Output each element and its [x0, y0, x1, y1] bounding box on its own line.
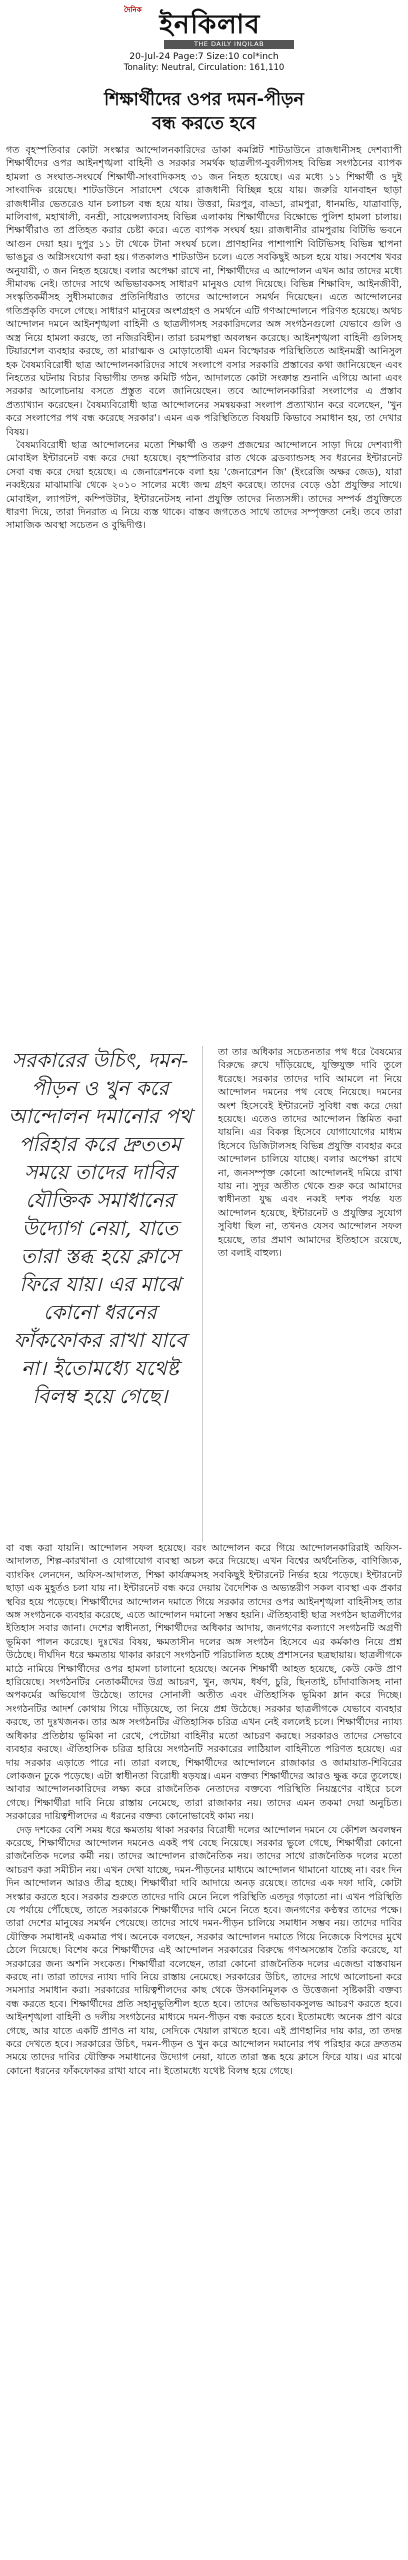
headline-line-2: বন্ধ করতে হবে [152, 114, 256, 134]
paragraph-4: দেড় দশকের বেশি সময় ধরে ক্ষমতায় থাকা সরকার বিরোধী দলের আন্দোলন দমনে যে কৌশল অবলম্বন করেছে, শিক্ষার্থীদের আন্দোলন দমনেও একই পথ বেছে নিয়েছে। সরকার ভুলে গেছে, শিক্ষার্থীরা কোনো রাজনৈতিক দলের কর্মী নয়। তাদের আন্দোলন রাজনৈতিক নয়। তাদের সাথে রাজনৈতিক দলের মতো আচরণ করা সমীচীন নয়। এখন দেখা যাচ্ছে, দমন-পীড়নের মাধ্যমে আন্দোলন থামানো যাচ্ছে না। বরং দিন দিন আন্দোলন আরও তীব্র হচ্ছে। শিক্ষার্থীরা দাবি আদায়ে অনড় রয়েছে। তাদের এক দফা দাবি, কোটা সংস্কার করতে হবে। সরকার শুরুতে তাদের দাবি মেনে নিলে পরিস্থিতি এতদূর গড়াতো না। এখন পরিস্থিতি যে পর্যায়ে পৌঁছেছে, তাতে সরকারকে শিক্ষার্থীদের দাবি মেনে নিতে হবে। জনগণের কণ্ঠস্বর তাদের পক্ষে। তারা দেশের মানুষের সমর্থন পেয়েছে। তাদের সাথে দমন-পীড়ন চালিয়ে সমাধান সম্ভব নয়। তাদের দাবির যৌক্তিক সমাধানই একমাত্র পথ। অনেকে বলছেন, সরকার আন্দোলন দমাতে গিয়ে নিজেকে বিপদের মুখে ঠেলে দিয়েছে। বিশেষ করে শিক্ষার্থীদের এই আন্দোলন সরকারের বিরুদ্ধে গণঅসন্তোষ তৈরি করেছে, যা সরকারের জন্য অশনি সংকেত। শিক্ষার্থীরা বলেছেন, তারা কোনো রাজনৈতিক দলের এজেন্ডা বাস্তবায়ন করছে না। তারা তাদের ন্যায্য দাবি নিয়ে রাস্তায় নেমেছে। সরকারের উচিৎ, তাদের সাথে আলোচনা করে সমস্যার সমাধান করা। সরকারের দায়িত্বশীলদের কাছ থেকে উসকানিমূলক ও উত্তেজনা সৃষ্টিকারী বক্তব্য বন্ধ করতে হবে। শিক্ষার্থীদের প্রতি সহানুভূতিশীল হতে হবে। তাদের অভিভাবকসুলভ আচরণ করতে হবে। আইনশৃঙ্খলা বাহিনী ও দলীয় সংগঠনের মাধ্যমে দমন-পীড়ন বন্ধ করতে হবে। ইতোমধ্যে অনেক প্রাণ ঝরে গেছে, আর যাতে একটি প্রাণও না যায়, সেদিকে খেয়াল রাখতে হবে। এই প্রাণহানির দায় কার, তা তদন্ত করে দেখতে হবে। সরকারের উচিৎ, দমন-পীড়ন ও খুন করে আন্দোলন দমানোর পথ পরিহার করে দ্রুততম সময়ে তাদের দাবির যৌক্তিক সমাধানের উদ্যোগ নেয়া, যাতে তারা স্তব্ধ হয়ে ক্লাসে ফিরে যায়। এর মাঝে কোনো ধরনের ফাঁকফোকর রাখা যাবে না। ইতোমধ্যে যথেষ্ট বিলম্ব হয়ে গেছে। [6, 1824, 402, 2077]
newspaper-clipping [6, 0, 402, 2560]
logo-subtitle: THE DAILY INQILAB [164, 40, 294, 49]
paragraph-2: বৈষম্যবিরোধী ছাত্র আন্দোলনের মতো শিক্ষার্থী ও তরুণ প্রজন্মের আন্দোলনে সাড়া দিয়ে দেশব্যাপী মোবাইল ইন্টারনেট বন্ধ করে দেয়া হয়েছে। বৃহস্পতিবার রাত থেকে ব্রডব্যান্ডসহ সব ধরনের ইন্টারনেট সেবা বন্ধ করে দেয়া হয়েছে। এ জেনারেশনকে বলা হয় 'জেনারেশন জি' (ইংরেজি অক্ষর জেড), যারা নব্বইয়ের মাঝামাঝি থেকে ২০১০ সালের মধ্যে জন্ম গ্রহণ করেছে। তাদের বেড়ে ওঠা প্রযুক্তির সাথে। মোবাইল, ল্যাপটপ, কম্পিউটার, ইন্টারনেটসহ নানা প্রযুক্তি তাদের নিত্যসঙ্গী। তাদের সম্পর্ক প্রযুক্তিতে ধারণা দিয়ে, তারা দিনরাত এ নিয়ে ব্যস্ত থাকে। বাস্তব জগতেও সাথে তাদের সম্পৃক্ততা নেই। তবে তারা সামাজিক অবস্থা সচেতন ও বুদ্ধিদীপ্ত। [6, 439, 402, 532]
article-continuation [6, 1542, 402, 2078]
clipping-meta-tonality: Tonality: Neutral, Circulation: 161,110 [123, 63, 285, 73]
article-headline [6, 88, 402, 136]
paragraph-right-column: তা তার অধিকার সচেতনতার পথ ধরে বৈষম্যের বিরুদ্ধে রুখে দাঁড়িয়েছে, যুক্তিযুক্ত দাবি তুলে ধরেছে। সরকার তাদের দাবি আমলে না নিয়ে আন্দোলন দমনের পথ বেছে নিয়েছে। দমনের অংশ হিসেবেই ইন্টারনেট সুবিধা বন্ধ করে দেয়া হয়েছে। এতেও তাদের আন্দোলন স্তিমিত করা যায়নি। এর বিকল্প হিসেবে যোগাযোগের মাধ্যম হিসেবে ডিজিটালসহ বিভিন্ন প্রযুক্তি ব্যবহার করে আন্দোলন চালিয়ে যাচ্ছে। বলার অপেক্ষা রাখে না, জনসম্পৃক্ত কোনো আন্দোলনই দমিয়ে রাখা যায় না। সুদূর অতীত থেকে শুরু করে আমাদের স্বাধীনতা যুদ্ধ এবং নব্বই দশক পর্যন্ত যত আন্দোলন হয়েছে, ইন্টারনেট ও প্রযুক্তির সুযোগ সুবিধা ছিল না, তখনও যেসব আন্দোলন সফল হয়েছে, তার প্রমাণ আমাদের ইতিহাসে রয়েছে, তা বলাই বাহুল্য। [218, 1047, 402, 1260]
column-divider [202, 1046, 203, 1542]
newspaper-logo [124, 2, 296, 48]
pull-quote: সরকারের উচিৎ, দমন-পীড়ন ও খুন করে আন্দোলন দমানোর পথ পরিহার করে দ্রুততম সময়ে তাদের দাবির যৌক্তিক সমাধানের উদ্যোগ নেয়া, যাতে তারা স্তব্ধ হয়ে ক্লাসে ফিরে যায়। এর মাঝে কোনো ধরনের ফাঁকফোকর রাখা যাবে না। ইতোমধ্যে যথেষ্ট বিলম্ব হয়ে গেছে। [8, 1048, 192, 1408]
paragraph-3: বা বন্ধ করা যায়নি। আন্দোলন সফল হয়েছে। বরং আন্দোলন করে গিয়ে আন্দোলনকারিরাই অফিস-আদালত, শিল্প-কারখানা ও যোগাযোগ ব্যবস্থা অচল করে দিয়েছে। এখন বিশ্বের অর্থনৈতিক, বাণিজ্যিক, ব্যাংকিং লেনদেন, অফিস-আদালত, শিক্ষা কার্যক্রমসহ সবকিছুই ইন্টারনেট নির্ভর হয়ে পড়েছে। ইন্টারনেট ছাড়া এক মুহূর্তও চলা যায় না। ইন্টারনেট বন্ধ করে দেয়ায় বৈদেশিক ও অভ্যন্তরীণ সকল ব্যবস্থা এক প্রকার স্থবির হয়ে পড়েছে। শিক্ষার্থীদের আন্দোলন দমাতে গিয়ে সরকার তাদের ওপর আইনশৃঙ্খলা বাহিনীসহ তার অঙ্গ সংগঠনকে ব্যবহার করেছে, এতে আন্দোলন দমানো সম্ভব হয়নি। ঐতিহ্যবাহী ছাত্র সংগঠন ছাত্রলীগের ইতিহাস সবার জানা। দেশের স্বাধীনতা, শিক্ষার্থীদের অধিকার আদায়, জনগণের কল্যাণে সংগঠনটি অগ্রণী ভূমিকা পালন করেছে। দুঃখের বিষয়, ক্ষমতাসীন দলের অঙ্গ সংগঠন হিসেবে এর কর্মকাণ্ড নিয়ে প্রশ্ন উঠেছে। দীর্ঘদিন ধরে ক্ষমতায় থাকার কারণে সংগঠনটি পরিচালিত হচ্ছে প্রশাসনের ছত্রছায়ায়। ছাত্রলীগকে মাঠে নামিয়ে শিক্ষার্থীদের ওপর হামলা চালানো হয়েছে। অনেক শিক্ষার্থী আহত হয়েছে, কেউ কেউ প্রাণ হারিয়েছে। সংগঠনটির নেতাকর্মীদের উগ্র আচরণ, খুন, জখম, ধর্ষণ, চুরি, ছিনতাই, চাঁদাবাজিসহ নানা অপকর্মের অভিযোগ উঠেছে। তাদের সোনালী অতীত এবং ঐতিহাসিক ভূমিকা ম্লান করে দিচ্ছে। সংগঠনটির আদর্শ কোথায় গিয়ে দাঁড়িয়েছে, তা নিয়ে প্রশ্ন উঠেছে। সরকার ছাত্রলীগকে যেভাবে ব্যবহার করছে, তা দুঃখজনক। তার অঙ্গ সংগঠনটির ঐতিহাসিক চরিত্র এখন নেই বললেই চলে। শিক্ষার্থীদের ন্যায্য অধিকার প্রতিষ্ঠায় ভূমিকা না রেখে, পেটোয়া বাহিনীর মতো আচরণ করছে। সরকারও তাদের সেভাবে ব্যবহার করছে। ঐতিহাসিক চরিত্র হারিয়ে সংগঠনটি সরকারের লাঠিয়াল বাহিনীতে পরিণত হয়েছে। এর দায় সরকার এড়াতে পারে না। তারা বলছে, শিক্ষার্থীদের আন্দোলনে রাজাকার ও জামায়াত-শিবিরের লোকজন ঢুকে পড়েছে। এটা স্বাধীনতা বিরোধী ষড়যন্ত্র। এমন বক্তব্য শিক্ষার্থীদের আরও ক্ষুব্ধ করে তুলেছে। আবার আন্দোলনকারিদের লক্ষ্য করে রাজনৈতিক নেতাদের বক্তব্যে পরিস্থিতি নিয়ন্ত্রণের বাইরে চলে গেছে। শিক্ষার্থীরা দাবি নিয়ে রাস্তায় নেমেছে, তারা রাজাকার নয়। তাদের এমন তকমা দেয়া অনুচিত। সরকারের দায়িত্বশীলদের এ ধরনের বক্তব্য কোনোভাবেই কাম্য নয়। [6, 1543, 402, 1823]
logo-small-text: দৈনিক [124, 6, 142, 14]
pull-quote-column [6, 1046, 194, 1410]
paragraph-1: গত বৃহস্পতিবার কোটা সংস্কার আন্দোলনকারিদের ডাকা কমপ্লিট শাটডাউনে রাজধানীসহ দেশব্যাপী শিক্ষার্থীদের ওপর আইনশৃঙ্খলা বাহিনী ও সরকার সমর্থক ছাত্রলীগ-যুবলীগসহ বিভিন্ন সংগঠনের ব্যাপক হামলা ও সংঘাত-সংঘর্ষে শিক্ষার্থী-সাংবাদিকসহ ৩১ জন নিহত হয়েছে। এর মধ্যে ১১ শিক্ষার্থী ও দুই সাংবাদিক রয়েছে। শাটডাউনে সারাদেশ থেকে রাজধানী বিচ্ছিন্ন হয়ে যায়। জরুরি যানবাহন ছাড়া রাজধানীর ভেতরেও যান চলাচল বন্ধ হয়ে যায়। উত্তরা, মিরপুর, বাড্ডা, রামপুরা, ধানমন্ডি, যাত্রাবাড়ি, মালিবাগ, মহাখালী, বনশ্রী, সায়েন্সল্যাবসহ বিভিন্ন এলাকায় শিক্ষার্থীদের বিক্ষোভে পুলিশ হামলা চালায়। শিক্ষার্থীরাও তা প্রতিহত করার চেষ্টা করে। এতে ব্যাপক সংঘর্ষ হয়। রাজধানীর রামপুরায় বিটিভি ভবনে আগুন দেয়া হয়। দুপুর ১১ টা থেকে টানা সংঘর্ষ চলে। প্রাণহানির পাশাপাশি বিটিভিসহ বিভিন্ন স্থাপনা ভাঙচুর ও অগ্নিসংযোগ করা হয়। গতকালও শাটডাউন চলে। এতে সবকিছুই অচল হয়ে যায়। সবশেষ খবর অনুযায়ী, ৩ জন নিহত হয়েছে। বলার অপেক্ষা রাখে না, শিক্ষার্থীদের এ আন্দোলন এখন আর তাদের মধ্যে সীমাবদ্ধ নেই। তাদের সাথে অভিভাবকসহ সাধারণ মানুষও যোগ দিয়েছে। বিভিন্ন শিক্ষাবিদ, আইনজীবী, সংস্কৃতিকর্মীসহ সুধীসমাজের প্রতিনিধিরাও তাদের আন্দোলনে সমর্থন দিয়েছেন। এতে আন্দোলনের গতিপ্রকৃতি বদলে গেছে। সাধারণ মানুষের অংশগ্রহণ ও সমর্থনে এটি গণআন্দোলনে পরিণত হয়েছে। অথচ আন্দোলন দমনে আইনশৃঙ্খলা বাহিনী ও ছাত্রলীগসহ সরকারিদলের অঙ্গ সংগঠনগুলো যেভাবে গুলি ও অস্ত্র নিয়ে হামলা করছে, তা নজিরবিহীন। তারা চরমপন্থা অবলম্বন করেছে। আইনশৃঙ্খলা বাহিনী গুলিসহ টিয়ারশেল ব্যবহার করছে, তা মারাত্মক ও মোড়াতোষী এমন বিস্ফোরক পরিস্থিতিতে আইনমন্ত্রী আনিসুল হক বৈষম্যবিরোধী ছাত্র আন্দোলনকারিদের সাথে সংলাপে বসার সরকারি প্রস্তাবের কথা জানিয়েছেন এবং নিহতের ঘটনায় বিচার বিভাগীয় তদন্ত কমিটি গঠন, আদালতে কোটা সংক্রান্ত শুনানি এগিয়ে আনা এবং সরকার আলোচনায় বসতে প্রস্তুত বলে জানিয়েছেন। তবে আন্দোলনকারিরা সংলাপের এ প্রস্তাব প্রত্যাখ্যান করেছেন। বৈষম্যবিরোধী ছাত্র আন্দোলনের সমন্বয়করা সংলাপ প্রত্যাখ্যান করে বলেছেন, 'খুন করে সংলাপের পথ বন্ধ করেছে সরকার'। এমন এক পরিস্থিতিতে বিষয়টি কিভাবে সমাধান হয়, তা দেখার বিষয়। [6, 145, 402, 438]
headline-line-1: শিক্ষার্থীদের ওপর দমন-পীড়ন [104, 90, 304, 110]
masthead [6, 2, 402, 72]
logo-text: ইনকিলাব [159, 10, 261, 40]
clipping-meta: 20-Jul-24 Page:7 Size:10 col*inch [129, 52, 279, 62]
article-intro [6, 144, 402, 533]
right-column [218, 1046, 402, 1261]
